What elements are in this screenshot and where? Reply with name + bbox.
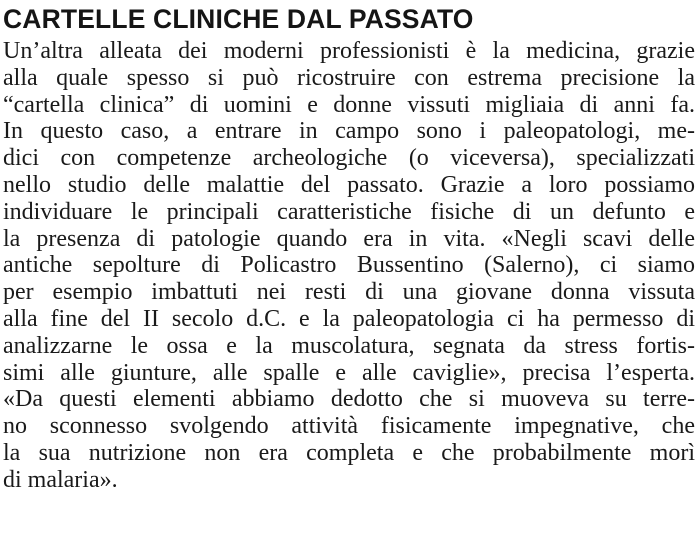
body-line: individuare le principali caratteristiche fisiche di un defunto e [3,198,695,225]
body-line: la presenza di patologie quando era in vita. «Negli scavi delle [3,225,695,252]
body-line: Un’altra alleata dei moderni professionisti è la medicina, grazie [3,38,695,64]
body-line: alla quale spesso si può ricostruire con estrema precisione la [3,64,695,91]
article-heading: CARTELLE CLINICHE DAL PASSATO [3,4,474,34]
body-line: In questo caso, a entrare in campo sono i paleopatologi, me- [3,118,695,145]
body-line-last: di malaria». [3,466,118,493]
body-line: simi alle giunture, alle spalle e alle caviglie», precisa l’esperta. [3,359,695,386]
body-line: dici con competenze archeologiche (o viceversa), specializzati [3,145,695,172]
body-line: «Da questi elementi abbiamo dedotto che si muoveva su terre- [3,386,695,413]
body-line: per esempio imbattuti nei resti di una giovane donna vissuta [3,279,695,306]
body-line: nello studio delle malattie del passato. Grazie a loro possiamo [3,171,695,198]
body-line: “cartella clinica” di uomini e donne vissuti migliaia di anni fa. [3,91,695,118]
body-line: la sua nutrizione non era completa e che probabilmente morì [3,439,695,466]
article [3,4,695,494]
body-line: alla fine del II secolo d.C. e la paleopatologia ci ha permesso di [3,305,695,332]
body-line: analizzarne le ossa e la muscolatura, segnata da stress fortis- [3,332,695,359]
article-body [3,38,695,494]
body-line: no sconnesso svolgendo attività fisicamente impegnative, che [3,413,695,440]
body-line: antiche sepolture di Policastro Bussentino (Salerno), ci siamo [3,252,695,279]
